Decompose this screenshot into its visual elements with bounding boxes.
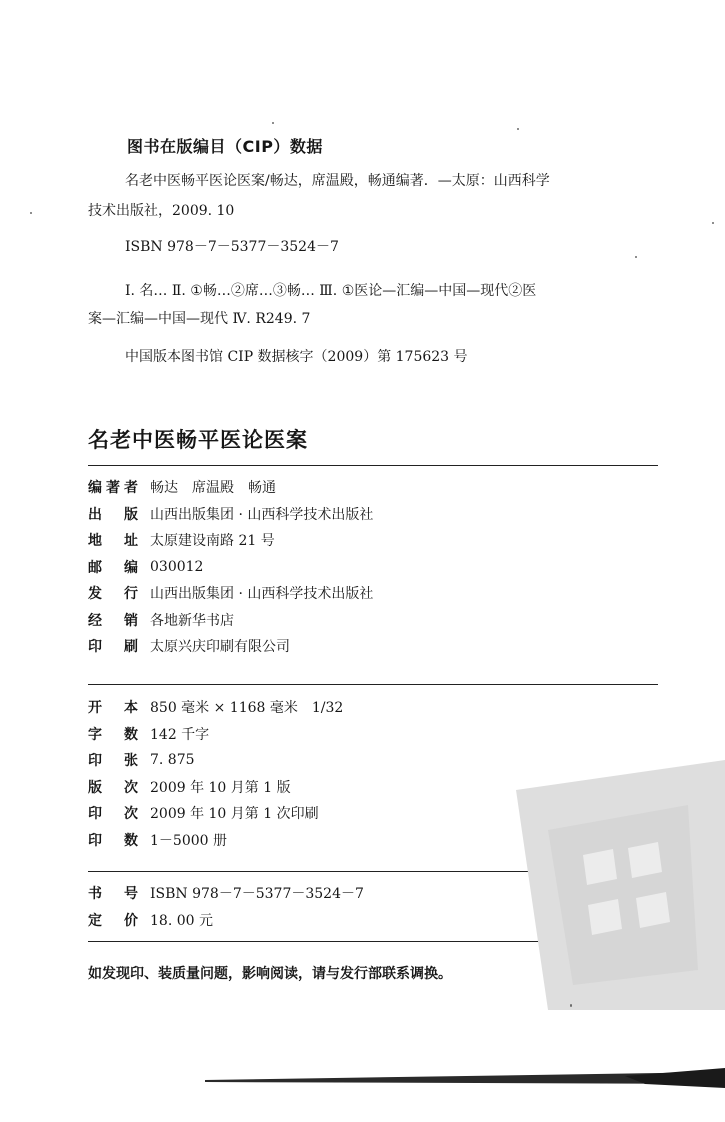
cip-classification: Ⅰ. 名… Ⅱ. ①畅…②席…③畅… Ⅲ. ①医论—汇编—中国—现代②医 xyxy=(125,283,537,299)
field-value: 2009 年 10 月第 1 版 xyxy=(150,779,291,796)
field-label xyxy=(88,530,150,550)
field-value: 太原建设南路 21 号 xyxy=(150,533,275,550)
field-label-char: 印 xyxy=(88,753,102,770)
book-title: 名老中医畅平医论医案 xyxy=(88,428,308,452)
price-row xyxy=(88,880,364,907)
price-info xyxy=(88,880,364,933)
field-label-char: 价 xyxy=(124,912,138,929)
field-label-char: 开 xyxy=(88,700,102,717)
field-label-char: 版 xyxy=(124,506,138,523)
specification-info xyxy=(88,694,343,853)
divider xyxy=(88,465,658,466)
field-value: 030012 xyxy=(150,558,204,575)
field-value: ISBN 978－7－5377－3524－7 xyxy=(150,886,364,903)
page-edge-shadow xyxy=(205,1058,725,1098)
field-label xyxy=(88,504,150,524)
field-value: 各地新华书店 xyxy=(150,612,234,629)
divider xyxy=(88,684,658,685)
specification-row xyxy=(88,747,343,774)
publishing-info-row xyxy=(88,527,373,554)
field-label-char: 邮 xyxy=(88,559,102,576)
cip-isbn: ISBN 978－7－5377－3524－7 xyxy=(125,239,339,255)
publishing-info-row xyxy=(88,474,373,501)
cip-heading: 图书在版编目（CIP）数据 xyxy=(127,137,323,156)
field-label-char: 印 xyxy=(88,806,102,823)
cip-bibliographic-line: 名老中医畅平医论医案/畅达，席温殿，畅通编著．—太原：山西科学 xyxy=(125,173,550,189)
field-value: 7. 875 xyxy=(150,752,195,769)
publishing-info-row xyxy=(88,580,373,607)
field-label-char: 行 xyxy=(124,586,138,603)
publishing-info-row xyxy=(88,554,373,581)
field-value: 2009 年 10 月第 1 次印刷 xyxy=(150,806,319,823)
field-label-char: 次 xyxy=(124,779,138,796)
field-label-char: 字 xyxy=(88,726,102,743)
field-label-char: 者 xyxy=(124,480,138,497)
field-label xyxy=(88,724,150,744)
field-label-char: 销 xyxy=(124,612,138,629)
field-label xyxy=(88,910,150,930)
field-label-char: 号 xyxy=(124,886,138,903)
field-label-char: 本 xyxy=(124,700,138,717)
field-label xyxy=(88,610,150,630)
cip-bibliographic-line-cont: 技术出版社，2009. 10 xyxy=(88,203,235,219)
cip-classification-cont: 案—汇编—中国—现代 Ⅳ. R249. 7 xyxy=(88,311,311,327)
field-label xyxy=(88,883,150,903)
field-label-char: 定 xyxy=(88,912,102,929)
field-value: 1－5000 册 xyxy=(150,832,227,849)
field-label xyxy=(88,803,150,823)
field-label-char: 次 xyxy=(124,806,138,823)
field-value: 18. 00 元 xyxy=(150,912,213,929)
specification-row xyxy=(88,721,343,748)
field-label-char: 数 xyxy=(124,726,138,743)
field-label xyxy=(88,477,150,497)
field-label xyxy=(88,557,150,577)
specification-row xyxy=(88,694,343,721)
field-value: 太原兴庆印刷有限公司 xyxy=(150,639,290,656)
scan-speck xyxy=(272,122,274,124)
field-value: 山西出版集团 · 山西科学技术出版社 xyxy=(150,586,374,603)
field-label-char: 编 xyxy=(88,480,102,497)
field-label-char: 出 xyxy=(88,506,102,523)
field-value: 142 千字 xyxy=(150,726,210,743)
field-label-char: 张 xyxy=(124,753,138,770)
cip-verification-number: 中国版本图书馆 CIP 数据核字（2009）第 175623 号 xyxy=(125,349,468,365)
scan-speck xyxy=(30,212,32,214)
field-label xyxy=(88,697,150,717)
field-label-char: 版 xyxy=(88,779,102,796)
field-label-char: 经 xyxy=(88,612,102,629)
field-label xyxy=(88,750,150,770)
scan-speck xyxy=(712,222,714,224)
field-label-char: 著 xyxy=(106,480,120,497)
field-label-char: 印 xyxy=(88,832,102,849)
publishing-info-row xyxy=(88,607,373,634)
scan-speck xyxy=(635,256,637,258)
field-label-char: 数 xyxy=(124,832,138,849)
field-label-char: 地 xyxy=(88,533,102,550)
field-label-char: 刷 xyxy=(124,639,138,656)
quality-notice: 如发现印、装质量问题，影响阅读，请与发行部联系调换。 xyxy=(88,966,452,982)
scan-speck xyxy=(570,1004,572,1007)
field-label-char: 书 xyxy=(88,886,102,903)
field-label-char: 发 xyxy=(88,586,102,603)
price-row xyxy=(88,907,364,934)
specification-row xyxy=(88,800,343,827)
watermark-seal xyxy=(488,760,725,1010)
scan-speck xyxy=(517,128,519,130)
field-label-char: 编 xyxy=(124,559,138,576)
field-value: 畅达 席温殿 畅通 xyxy=(150,480,276,497)
field-value: 850 毫米 × 1168 毫米 1/32 xyxy=(150,700,344,717)
publishing-info-row xyxy=(88,633,373,660)
field-label xyxy=(88,636,150,656)
field-label-char: 印 xyxy=(88,639,102,656)
publishing-info xyxy=(88,474,373,660)
specification-row xyxy=(88,774,343,801)
specification-row xyxy=(88,827,343,854)
field-value: 山西出版集团 · 山西科学技术出版社 xyxy=(150,506,374,523)
publishing-info-row xyxy=(88,501,373,528)
field-label-char: 址 xyxy=(124,533,138,550)
field-label xyxy=(88,583,150,603)
field-label xyxy=(88,830,150,850)
field-label xyxy=(88,777,150,797)
